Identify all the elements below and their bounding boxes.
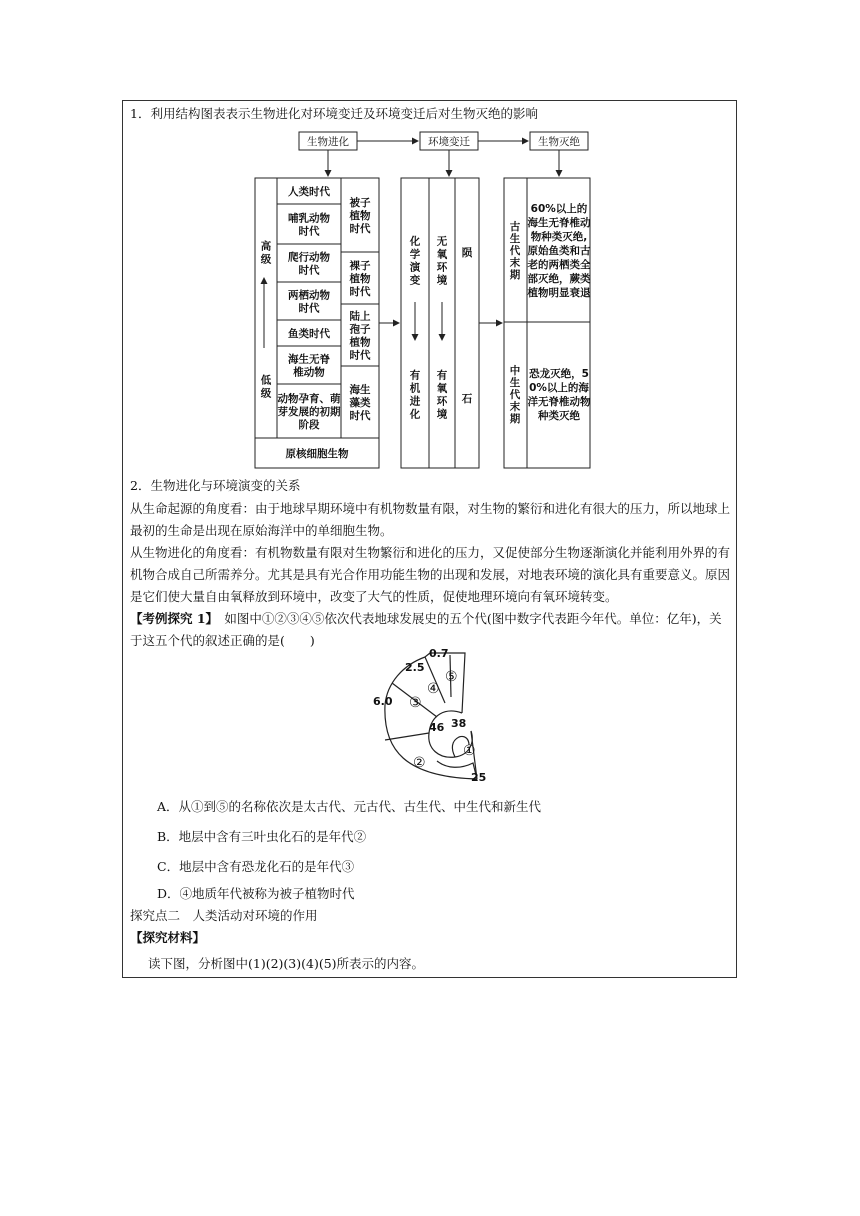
animal-era-2: 哺乳动物时代 bbox=[288, 212, 330, 238]
example-text: 如图中①②③④⑤依次代表地球发展史的五个代(图中数字代表距今年代。单位：亿年)，关于这五个代的叙述正确的是( ) bbox=[130, 611, 722, 648]
evolution-structure-diagram bbox=[250, 128, 595, 473]
animal-era-1: 人类时代 bbox=[288, 186, 330, 198]
plant-era-2: 裸子植物时代 bbox=[349, 260, 371, 298]
plant-era-4: 海生藻类时代 bbox=[349, 384, 371, 422]
section-title: 探究点二 人类活动对环境的作用 bbox=[130, 908, 318, 923]
option-b[interactable]: B．地层中含有三叶虫化石的是年代② bbox=[157, 829, 367, 844]
material-label: 【探究材料】 bbox=[130, 930, 206, 945]
extinction-era-2: 中生代末期 bbox=[509, 365, 521, 425]
paragraph-origin: 从生命起源的角度看：由于地球早期环境中有机物数量有限，对生物的繁衍和进化有很大的压力，所以地球上最初的生命是出现在原始海洋中的单细胞生物。 bbox=[130, 501, 731, 538]
top-box-2-label: 环境变迁 bbox=[428, 136, 470, 148]
paragraph-evolution: 从生物进化的角度看：有机物数量有限对生物繁衍和进化的压力，又促使部分生物逐渐演化并能利用外界的有机物合成自己所需养分。尤其是具有光合作用功能生物的出现和发展，对地表环境的演化具有重要意义。原因是它们使大量自由氧释放到环境中，改变了大气的性质，促使地理环境向有氧环境转变。 bbox=[130, 545, 731, 604]
era-3-marker: ③ bbox=[409, 695, 422, 711]
era-1-marker: ① bbox=[463, 743, 476, 759]
plant-era-1: 被子植物时代 bbox=[349, 197, 371, 235]
animal-era-7: 动物孕育、萌芽发展的初期阶段 bbox=[277, 393, 341, 431]
example-label: 【考例探究 1】 bbox=[130, 611, 212, 626]
level-high-label: 高级 bbox=[260, 240, 272, 266]
era-5-marker: ⑤ bbox=[445, 669, 458, 685]
option-a[interactable]: A．从①到⑤的名称依次是太古代、元古代、古生代、中生代和新生代 bbox=[157, 799, 542, 814]
spiral-num-2-5: 2.5 bbox=[405, 661, 425, 674]
option-d[interactable]: D．④地质年代被称为被子植物时代 bbox=[157, 886, 355, 901]
oxic-environment-label: 有氧环境 bbox=[436, 369, 448, 421]
heading-2: 2．生物进化与环境演变的关系 bbox=[130, 478, 301, 493]
anoxic-environment-label: 无氧环境 bbox=[436, 235, 448, 287]
plant-era-3: 陆上孢子植物时代 bbox=[349, 310, 371, 362]
era-4-marker: ④ bbox=[427, 681, 440, 697]
extinction-desc-2: 恐龙灭绝，5 0%以上的海洋无脊椎动物种类灭绝 bbox=[527, 368, 591, 422]
level-low-label: 低级 bbox=[260, 374, 272, 400]
top-box-1-label: 生物进化 bbox=[307, 136, 349, 148]
meteor-top-label: 陨 bbox=[461, 247, 473, 259]
material-text: 读下图，分析图中(1)(2)(3)(4)(5)所表示的内容。 bbox=[148, 956, 425, 971]
animal-era-3: 爬行动物时代 bbox=[288, 251, 330, 277]
spiral-num-38: 38 bbox=[451, 717, 467, 730]
meteor-bottom-label: 石 bbox=[461, 393, 473, 405]
spiral-num-6-0: 6.0 bbox=[373, 695, 393, 708]
organic-evolution-label: 有机进化 bbox=[409, 369, 421, 421]
era-2-marker: ② bbox=[413, 755, 426, 771]
animal-era-4: 两栖动物时代 bbox=[288, 289, 330, 315]
extinction-desc-1: 60%以上的海生无脊椎动物种类灭绝,原始鱼类和古老的两栖类全部灭绝，蕨类植物明显衰退 bbox=[527, 203, 591, 299]
top-box-3-label: 生物灭绝 bbox=[538, 136, 580, 148]
chem-evolution-label: 化学演变 bbox=[409, 235, 421, 287]
extinction-era-1: 古生代末期 bbox=[509, 221, 521, 281]
option-c[interactable]: C．地层中含有恐龙化石的是年代③ bbox=[157, 859, 355, 874]
spiral-num-25: 25 bbox=[471, 771, 487, 784]
prokaryote-label: 原核细胞生物 bbox=[285, 448, 349, 460]
spiral-num-46: 46 bbox=[429, 721, 445, 734]
animal-era-5: 鱼类时代 bbox=[288, 328, 330, 340]
animal-era-6: 海生无脊椎动物 bbox=[288, 353, 330, 379]
geologic-era-spiral bbox=[365, 645, 495, 785]
spiral-num-0-7: 0.7 bbox=[429, 647, 449, 660]
heading-1: 1．利用结构图表表示生物进化对环境变迁及环境变迁后对生物灭绝的影响 bbox=[130, 106, 538, 121]
